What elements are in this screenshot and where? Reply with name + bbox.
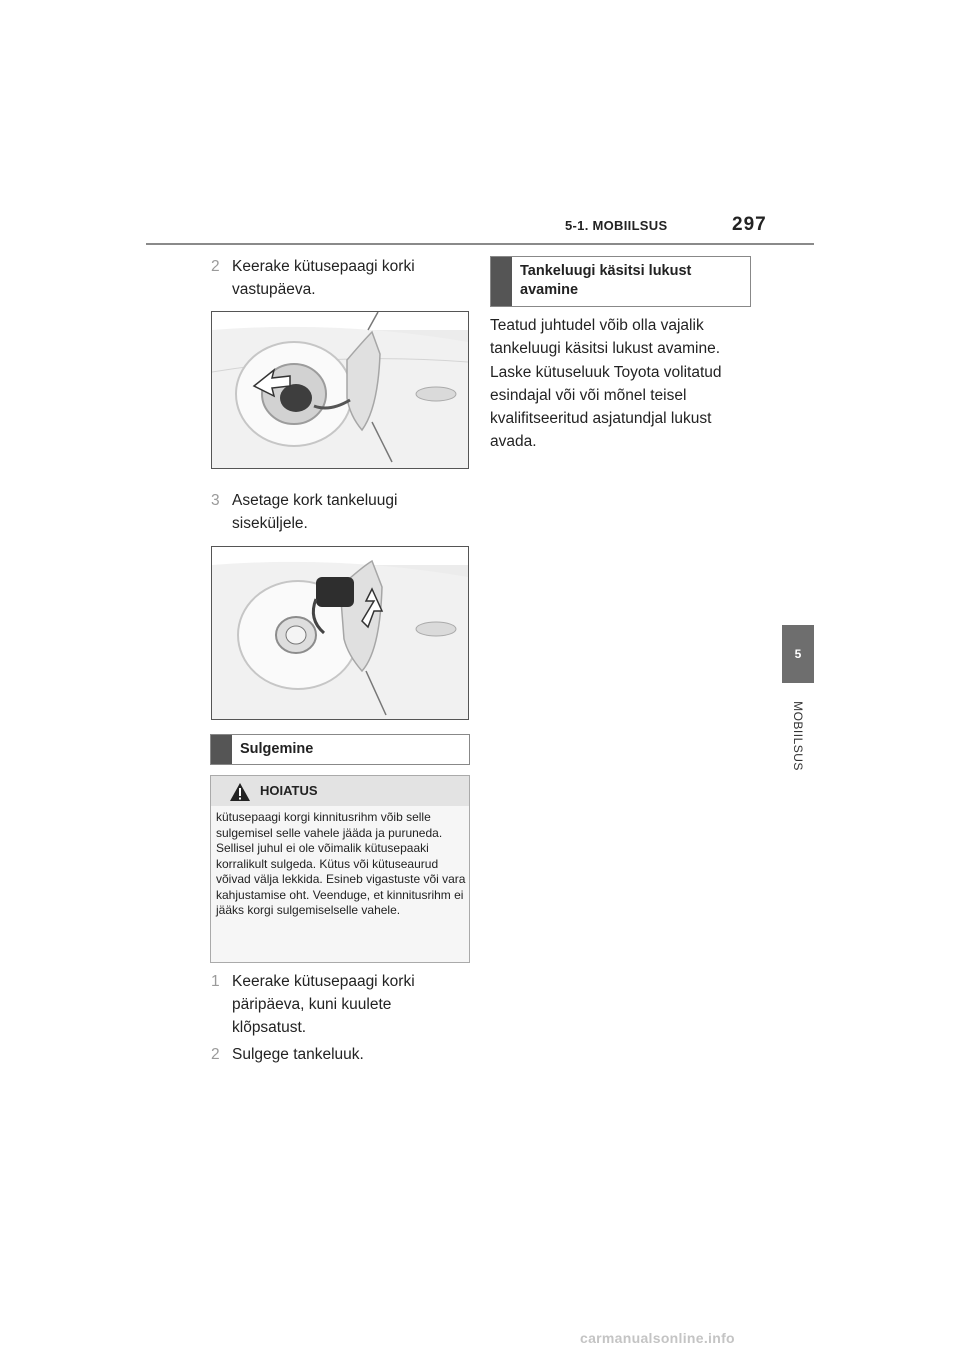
header-divider: [146, 243, 814, 245]
step-number: 2: [211, 1046, 220, 1063]
section-title: Tankeluugi käsitsi lukust avamine: [520, 263, 692, 298]
step-text: Asetage kork tankeluugi siseküljele.: [232, 492, 398, 532]
instruction-step: [211, 489, 466, 535]
page-number: 297: [732, 214, 767, 235]
section-header-manual-unlock: [490, 256, 751, 307]
fuel-cap-removal-image: [212, 312, 468, 468]
body-paragraph: Laske kütuseluuk Toyota volitatud esindajal või või mõnel teisel kvalifitseeritud asjatundjal lukust avada.: [490, 364, 722, 450]
warning-text: kütusepaagi korgi kinnitusrihm võib selle sulgemisel selle vahele jääda ja puruneda. Sellisel juhul ei ole võimalik kütusepaaki korralikult sulgeda. Kütus või kütuseaurud võivad välja lekkida. Esineb vigastuste või vara kahjustamise oht. Veenduge, et kinnitusrihm ei jääks korgi sulgemiselselle vahele.: [216, 810, 466, 917]
section-title: Sulgemine: [240, 741, 314, 757]
chapter-tab: [782, 625, 814, 683]
warning-triangle-icon: [229, 782, 251, 802]
instruction-step: [211, 255, 466, 301]
warning-title: HOIATUS: [260, 783, 318, 798]
section-header-closing: [210, 734, 470, 765]
section-heading: 5-1. MOBIILSUS: [565, 218, 668, 233]
step-text: Keerake kütusepaagi korki päripäeva, kuni kuulete klõpsatust.: [232, 973, 415, 1036]
step-text: Keerake kütusepaagi korki vastupäeva.: [232, 258, 415, 298]
step-number: 3: [211, 492, 220, 509]
section-marker: [491, 257, 512, 306]
chapter-number: 5: [794, 647, 802, 661]
body-paragraph: Teatud juhtudel võib olla vajalik tankeluugi käsitsi lukust avamine.: [490, 317, 721, 357]
step-number: 1: [211, 973, 220, 990]
chapter-label: MOBIILSUS: [791, 701, 805, 771]
instruction-step: [211, 1043, 466, 1066]
warning-header: [211, 776, 469, 806]
chapter-tab-label: [770, 690, 826, 782]
warning-box: [210, 775, 470, 963]
illustration-remove-cap: [211, 311, 469, 469]
step-text: Sulgege tankeluuk.: [232, 1046, 364, 1063]
section-marker: [211, 735, 232, 764]
instruction-step: [211, 970, 466, 1039]
illustration-place-cap: [211, 546, 469, 720]
fuel-cap-placement-image: [212, 547, 468, 719]
step-number: 2: [211, 258, 220, 275]
footer-watermark: carmanualsonline.info: [580, 1330, 735, 1346]
